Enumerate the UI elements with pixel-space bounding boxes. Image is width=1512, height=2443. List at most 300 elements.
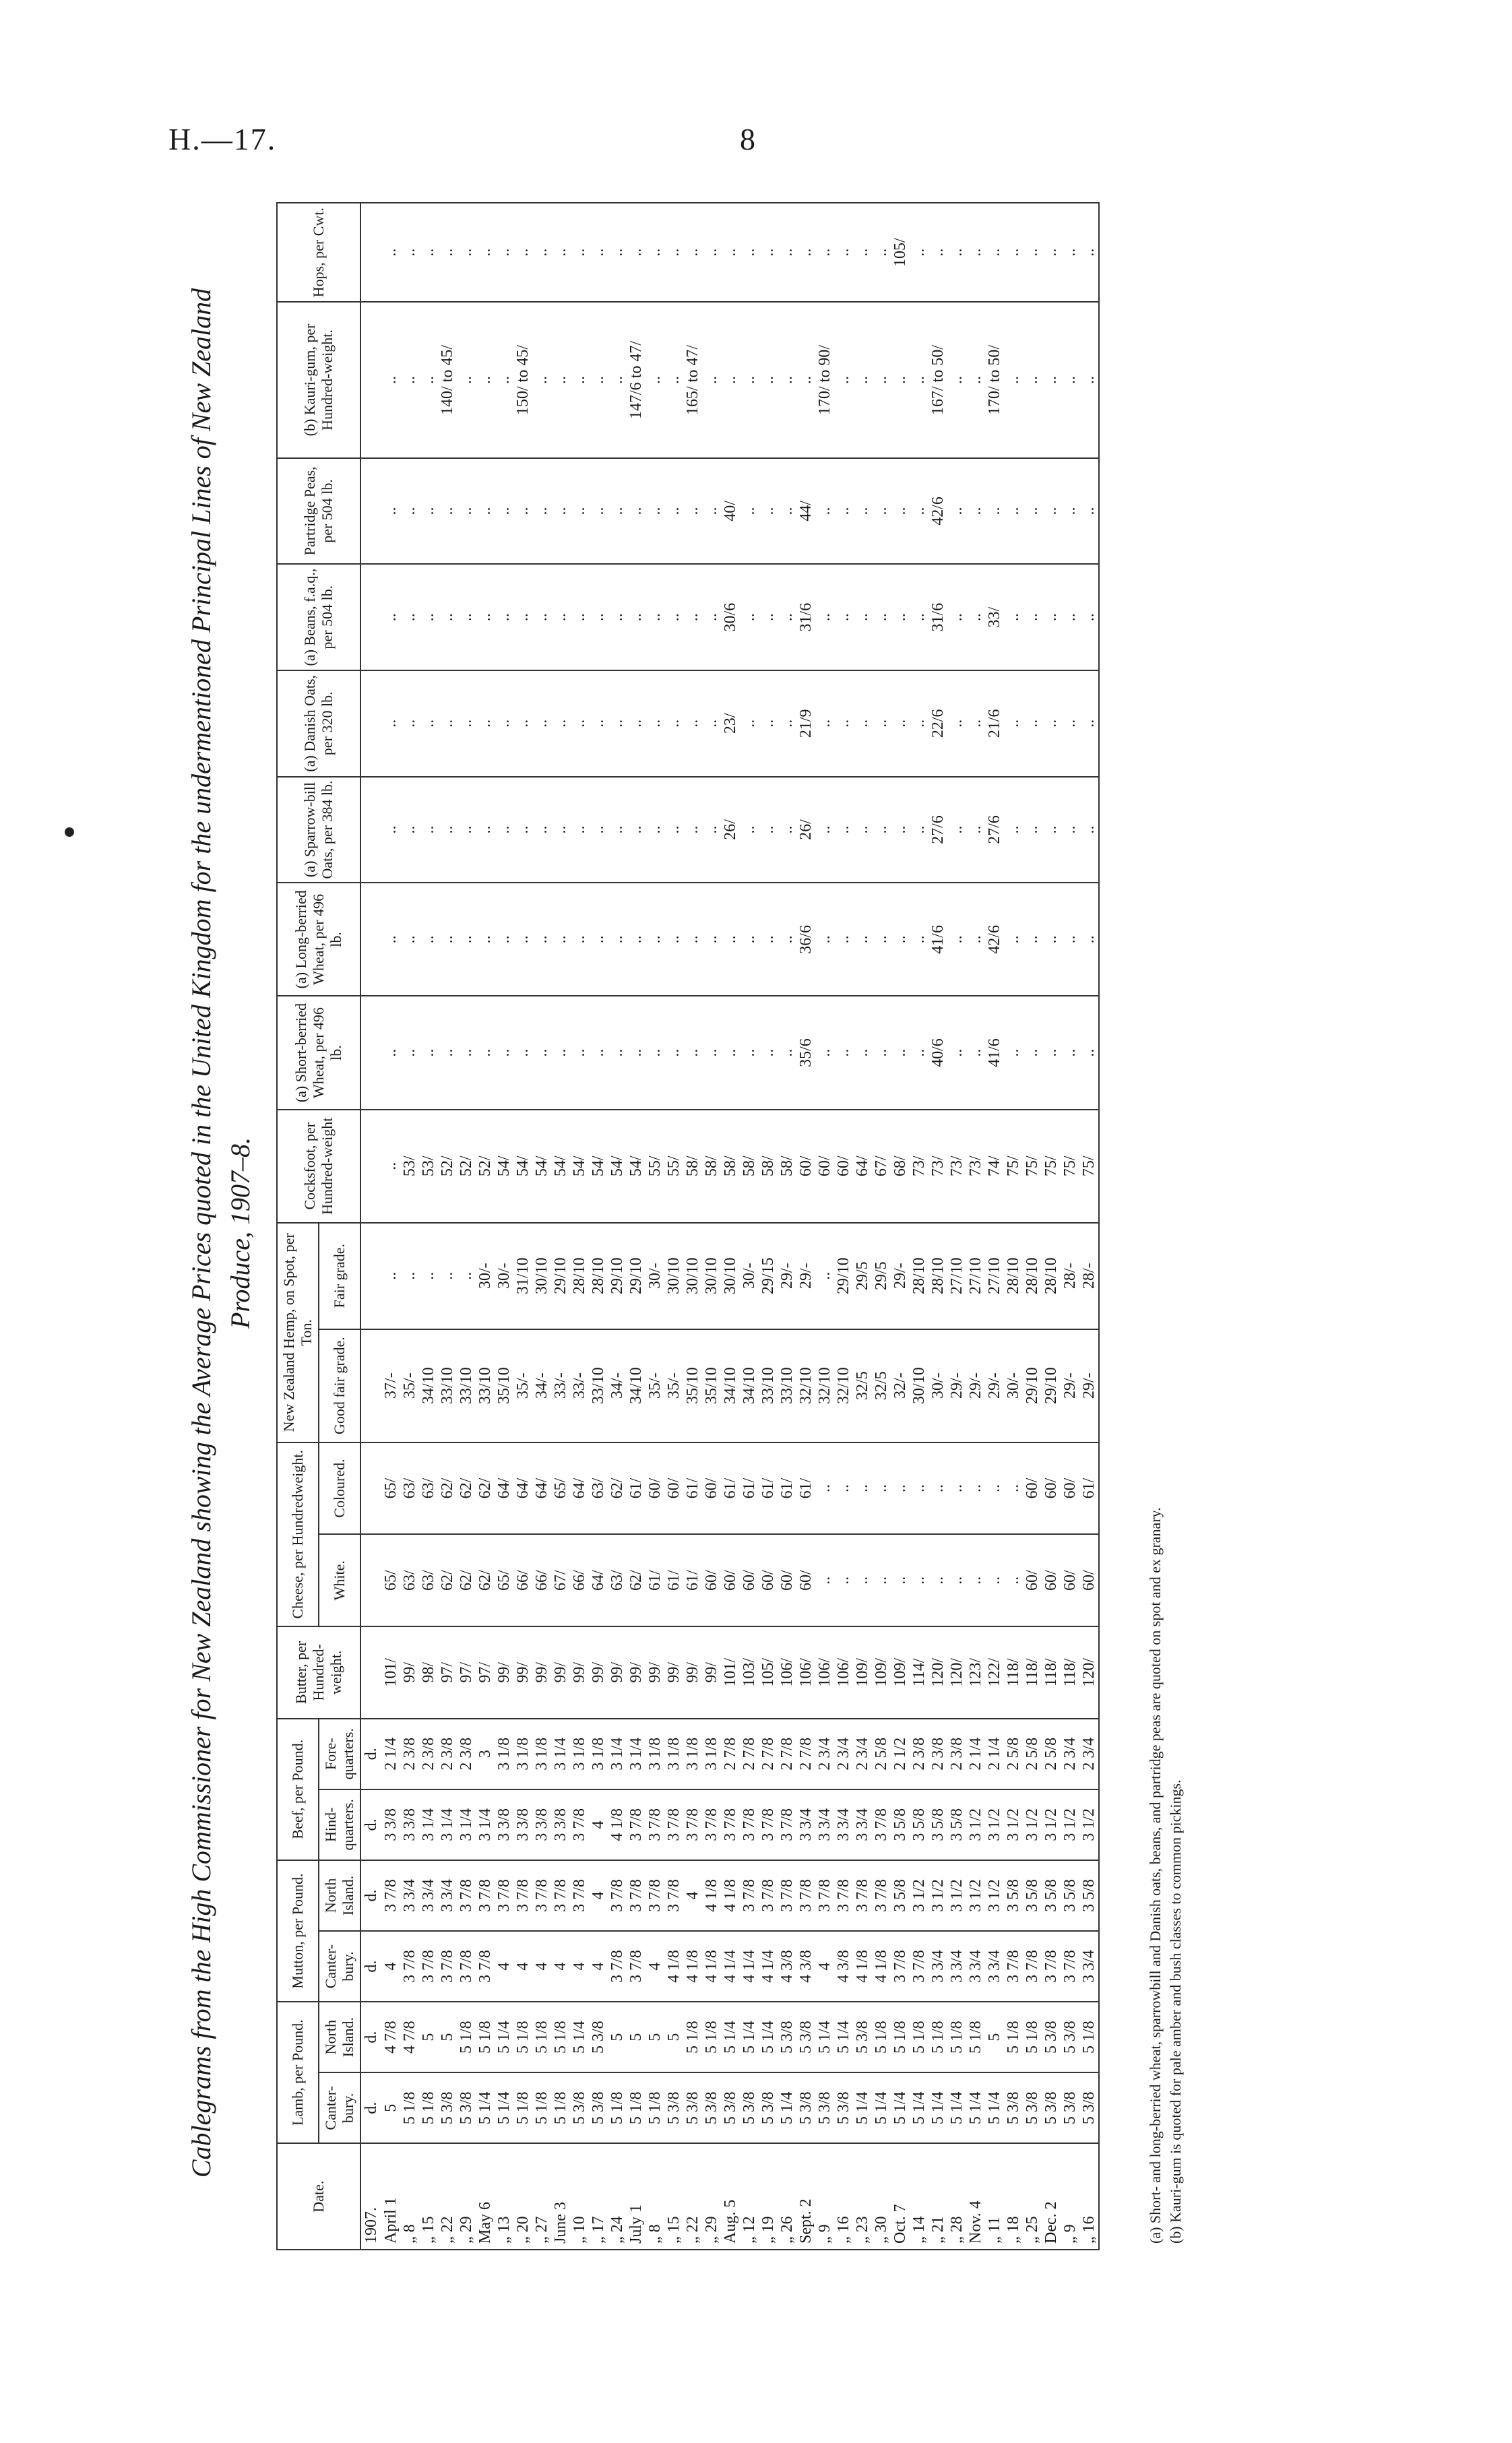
cell-bf: 2 1/2 [891,1719,910,1789]
cell-mn: 4 1/8 [702,1860,721,1931]
cell-hg: 34/- [532,1329,551,1442]
cell-sw: .. [872,996,891,1109]
cell-bu: 106/ [815,1626,834,1719]
cell-lw: .. [532,883,551,996]
cell-ln: 5 3/8 [589,2002,608,2072]
table-row [834,203,853,2250]
cell-ho: .. [721,203,740,302]
cell-lc: 5 1/4 [872,2072,891,2143]
cell-lw: .. [778,883,796,996]
cell-cc: .. [947,1442,966,1535]
header-long-wheat: (a) Long-berried Wheat, per 496 lb. [277,883,360,996]
cell-cc: 64/ [495,1442,513,1535]
cell-cw: .. [947,1534,966,1626]
cell-ka: .. [608,302,627,457]
cell-sw: .. [891,996,910,1109]
cell-be: .. [947,564,966,670]
cell-mc: 3 7/8 [438,1931,457,2002]
cell-mn: 3 5/8 [1004,1860,1023,1931]
cell-cw: 64/ [589,1534,608,1626]
cell-hf: 28/- [1079,1223,1099,1329]
cell-pe: .. [778,458,796,565]
cell-ka: .. [796,302,815,457]
cell-do: .. [683,670,702,777]
cell-pe: .. [853,458,872,565]
cell-bh: 3 3/8 [495,1789,513,1860]
cell-do: .. [419,670,438,777]
cell-pe: 40/ [721,458,740,565]
price-table [276,202,1100,2250]
cell-ck: 58/ [759,1110,778,1223]
cell-cc: .. [891,1442,910,1535]
subheader-mutton-north-island: North Island. [319,1860,360,1931]
cell-mc: 3 3/4 [985,1931,1004,2002]
cell-bh: 3 7/8 [778,1789,796,1860]
cell-ka: .. [947,302,966,457]
cell-pe: .. [834,458,853,565]
cell-date: Sept. 2 [796,2143,815,2250]
cell-pe: .. [664,458,683,565]
cell-ln: 5 [419,2002,438,2072]
cell-sw: .. [683,996,702,1109]
cell-bu: 103/ [740,1626,759,1719]
cell-hf: 29/- [796,1223,815,1329]
cell-lw: .. [664,883,683,996]
cell-cc: 63/ [419,1442,438,1535]
header-peas: Partridge Peas, per 504 lb. [277,458,360,565]
cell-do: .. [570,670,589,777]
cell-mc: 4 1/8 [683,1931,702,2002]
subheader-cheese-white: White. [319,1534,360,1626]
cell-bu: 99/ [495,1626,513,1719]
table-row [910,203,928,2250]
cell-ho: .. [627,203,645,302]
cell-ck: 75/ [1042,1110,1061,1223]
cell-hg: 34/- [608,1329,627,1442]
unit-cell: d. [360,1719,381,1789]
cell-lc: 5 1/4 [891,2072,910,2143]
cell-ho: .. [551,203,570,302]
cell-mc: 4 [532,1931,551,2002]
cell-bh: 3 1/4 [438,1789,457,1860]
cell-ka: .. [759,302,778,457]
cell-cc: .. [1004,1442,1023,1535]
cell-hf: 28/10 [928,1223,947,1329]
cell-do: .. [1079,670,1099,777]
cell-bh: 3 1/2 [985,1789,1004,1860]
cell-lc: 5 3/8 [1061,2072,1079,2143]
cell-ka: 167/ to 50/ [928,302,947,457]
header-lamb: Lamb, per Pound. [277,2002,319,2143]
cell-bf: 2 1/4 [985,1719,1004,1789]
cell-ka: 170/ to 50/ [985,302,1004,457]
cell-do: 23/ [721,670,740,777]
cell-bf: 3 1/4 [551,1719,570,1789]
cell-so: .. [853,777,872,883]
cell-ka: 150/ to 45/ [513,302,532,457]
cell-bf: 3 1/8 [589,1719,608,1789]
cell-cc: 60/ [1023,1442,1042,1535]
cell-mc: 4 [513,1931,532,2002]
cell-lc: 5 3/8 [570,2072,589,2143]
cell-lc: 5 1/4 [928,2072,947,2143]
cell-pe: .. [1061,458,1079,565]
cell-ck: 54/ [513,1110,532,1223]
cell-so: .. [419,777,438,883]
cell-pe: .. [1004,458,1023,565]
cell-ln: 5 1/8 [702,2002,721,2072]
subheader-hemp-fair: Fair grade. [319,1223,360,1329]
cell-mc: 3 7/8 [910,1931,928,2002]
cell-ho: .. [683,203,702,302]
cell-ck: 60/ [834,1110,853,1223]
cell-ck: 74/ [985,1110,1004,1223]
cell-mn: 3 7/8 [551,1860,570,1931]
cell-ck: 54/ [570,1110,589,1223]
cell-date: Dec. 2 [1042,2143,1061,2250]
header-sparrow-oats: (a) Sparrow-bill Oats, per 384 lb. [277,777,360,883]
cell-ka: .. [476,302,495,457]
cell-lc: 5 3/8 [1042,2072,1061,2143]
cell-mc: 3 3/4 [947,1931,966,2002]
table-row [589,203,608,2250]
footnotes [1145,1507,1186,2244]
cell-date: „ 16 [1079,2143,1099,2250]
cell-bh: 3 7/8 [570,1789,589,1860]
cell-lw: .. [740,883,759,996]
cell-date: „ 10 [570,2143,589,2250]
cell-be: .. [645,564,664,670]
cell-bf: 2 3/4 [815,1719,834,1789]
table-row [928,203,947,2250]
cell-ln: 5 1/8 [683,2002,702,2072]
cell-lc: 5 3/8 [759,2072,778,2143]
year-row [360,203,381,2250]
cell-bu: 99/ [589,1626,608,1719]
cell-be: .. [513,564,532,670]
footnote-a: (a) Short- and long-berried wheat, sparrowbill and Danish oats, beans, and partridge peas are quoted on spot and ex granary. [1147,1507,1164,2244]
cell-date: „ 12 [740,2143,759,2250]
cell-ln: 5 1/8 [947,2002,966,2072]
cell-hf: .. [400,1223,419,1329]
cell-do: .. [947,670,966,777]
cell-so: .. [966,777,985,883]
cell-mn: 3 7/8 [513,1860,532,1931]
cell-hg: 34/10 [419,1329,438,1442]
cell-bu: 106/ [778,1626,796,1719]
cell-ln: 5 [608,2002,627,2072]
cell-ln: 5 1/4 [815,2002,834,2072]
cell-date: „ 22 [438,2143,457,2250]
unit-cell: d. [360,1931,381,2002]
cell-pe: .. [457,458,476,565]
cell-bf: 2 3/8 [947,1719,966,1789]
cell-mn: 3 5/8 [1023,1860,1042,1931]
cell-do: .. [589,670,608,777]
cell-ck: 75/ [1061,1110,1079,1223]
cell-bh: 3 3/4 [796,1789,815,1860]
table-row [1004,203,1023,2250]
cell-so: .. [495,777,513,883]
cell-cw: .. [815,1534,834,1626]
cell-sw: .. [815,996,834,1109]
cell-ho: .. [381,203,400,302]
cell-ka: .. [702,302,721,457]
cell-bu: 99/ [532,1626,551,1719]
table-row [683,203,702,2250]
table-row [513,203,532,2250]
cell-cw: .. [1004,1534,1023,1626]
cell-ho: .. [589,203,608,302]
cell-mc: 3 7/8 [891,1931,910,2002]
cell-bh: 3 3/4 [853,1789,872,1860]
cell-mc: 4 [815,1931,834,2002]
cell-lc: 5 3/8 [1004,2072,1023,2143]
cell-ka: 165/ to 47/ [683,302,702,457]
cell-lc: 5 3/8 [1079,2072,1099,2143]
cell-cc: .. [985,1442,1004,1535]
cell-hg: 29/- [1079,1329,1099,1442]
table-row [966,203,985,2250]
cell-hg: 35/10 [702,1329,721,1442]
cell-cw: .. [966,1534,985,1626]
cell-bh: 3 3/4 [815,1789,834,1860]
cell-lw: .. [400,883,419,996]
cell-be: .. [740,564,759,670]
cell-cw: .. [910,1534,928,1626]
cell-ho: .. [796,203,815,302]
cell-hf: 29/5 [853,1223,872,1329]
cell-pe: .. [815,458,834,565]
cell-hg: 29/- [985,1329,1004,1442]
cell-ln: 5 1/8 [476,2002,495,2072]
cell-ln: 5 1/8 [532,2002,551,2072]
page-number: 8 [740,122,755,156]
table-title: Cablegrams from the High Commissioner for New Zealand showing the Average Prices quoted in the United Kingdom for the undermentioned Principal Lines of New Zealand Produce, 1907–8. [186,288,255,2178]
cell-hg: 35/- [645,1329,664,1442]
cell-so: .. [570,777,589,883]
cell-cc: 60/ [1042,1442,1061,1535]
cell-ck: 75/ [1004,1110,1023,1223]
cell-ka: .. [400,302,419,457]
cell-ka: .. [834,302,853,457]
cell-mc: 4 1/8 [664,1931,683,2002]
cell-so: .. [627,777,645,883]
cell-so: .. [645,777,664,883]
cell-so: .. [1079,777,1099,883]
cell-ln: 5 3/8 [1061,2002,1079,2072]
cell-mn: 3 7/8 [853,1860,872,1931]
cell-be: .. [891,564,910,670]
cell-hg: 33/10 [778,1329,796,1442]
cell-lw: .. [645,883,664,996]
cell-bu: 99/ [683,1626,702,1719]
cell-hg: 29/10 [1023,1329,1042,1442]
cell-ho: .. [947,203,966,302]
cell-cc: 61/ [778,1442,796,1535]
cell-bu: 99/ [645,1626,664,1719]
table-row [438,203,457,2250]
header-mutton: Mutton, per Pound. [277,1860,319,2002]
cell-mc: 4 3/8 [778,1931,796,2002]
cell-hg: 30/10 [910,1329,928,1442]
cell-bh: 3 5/8 [910,1789,928,1860]
cell-ho: .. [1004,203,1023,302]
cell-bh: 3 7/8 [627,1789,645,1860]
cell-do: .. [834,670,853,777]
cell-so: 26/ [721,777,740,883]
cell-so: .. [532,777,551,883]
cell-bf: 2 7/8 [759,1719,778,1789]
cell-ho: .. [608,203,627,302]
cell-mc: 4 3/8 [796,1931,815,2002]
cell-ln: 5 1/8 [513,2002,532,2072]
cell-bh: 3 7/8 [702,1789,721,1860]
cell-sw: .. [910,996,928,1109]
cell-mn: 3 7/8 [645,1860,664,1931]
cell-ck: 60/ [796,1110,815,1223]
cell-lw: .. [381,883,400,996]
cell-ln: 5 1/8 [1079,2002,1099,2072]
cell-hg: 30/- [928,1329,947,1442]
cell-date: Oct. 7 [891,2143,910,2250]
cell-so: .. [740,777,759,883]
cell-cc: 60/ [645,1442,664,1535]
cell-ck: 52/ [457,1110,476,1223]
header-beef: Beef, per Pound. [277,1719,319,1860]
cell-date: „ 29 [702,2143,721,2250]
cell-hf: 27/10 [947,1223,966,1329]
cell-so: .. [834,777,853,883]
cell-hg: 32/10 [834,1329,853,1442]
cell-lc: 5 3/8 [721,2072,740,2143]
cell-cw: .. [872,1534,891,1626]
cell-cw: 63/ [400,1534,419,1626]
cell-ka: .. [457,302,476,457]
cell-pe: .. [608,458,627,565]
cell-bf: 2 3/4 [1079,1719,1099,1789]
cell-mn: 3 7/8 [815,1860,834,1931]
cell-ho: .. [457,203,476,302]
table-row [1023,203,1042,2250]
cell-lc: 5 3/8 [1023,2072,1042,2143]
cell-hg: 35/- [513,1329,532,1442]
cell-cc: 65/ [381,1442,400,1535]
cell-sw: .. [1042,996,1061,1109]
cell-ln: 5 1/8 [457,2002,476,2072]
cell-cc: 61/ [759,1442,778,1535]
cell-so: .. [513,777,532,883]
cell-cc: 61/ [796,1442,815,1535]
cell-mn: 3 5/8 [891,1860,910,1931]
cell-date: „ 16 [834,2143,853,2250]
cell-ck: 75/ [1023,1110,1042,1223]
cell-ka: .. [381,302,400,457]
cell-ck: 73/ [910,1110,928,1223]
cell-lc: 5 1/4 [495,2072,513,2143]
cell-mn: 3 7/8 [532,1860,551,1931]
cell-date: „ 19 [759,2143,778,2250]
cell-sw: .. [532,996,551,1109]
subheader-beef-fore: Fore-quarters. [319,1719,360,1789]
cell-be: .. [457,564,476,670]
cell-ka: .. [645,302,664,457]
cell-lc: 5 3/8 [683,2072,702,2143]
cell-bf: 2 5/8 [1042,1719,1061,1789]
cell-date: „ 30 [872,2143,891,2250]
cell-bu: 120/ [928,1626,947,1719]
cell-sw: .. [853,996,872,1109]
cell-do: .. [513,670,532,777]
cell-bu: 99/ [664,1626,683,1719]
cell-lc: 5 1/8 [551,2072,570,2143]
cell-bu: 99/ [627,1626,645,1719]
cell-be: .. [419,564,438,670]
cell-sw: .. [551,996,570,1109]
cell-cw: 62/ [438,1534,457,1626]
cell-be: .. [1079,564,1099,670]
cell-cc: 60/ [664,1442,683,1535]
cell-do: .. [1004,670,1023,777]
cell-bh: 4 [589,1789,608,1860]
margin-dot [65,827,74,837]
cell-cc: 60/ [1061,1442,1079,1535]
subheader-beef-hind: Hind-quarters. [319,1789,360,1860]
table-row [721,203,740,2250]
cell-lw: .. [589,883,608,996]
cell-sw: .. [740,996,759,1109]
cell-pe: .. [381,458,400,565]
cell-lc: 5 3/8 [702,2072,721,2143]
cell-ck: .. [381,1110,400,1223]
cell-ka: .. [589,302,608,457]
cell-be: .. [815,564,834,670]
cell-be: .. [1042,564,1061,670]
cell-mn: 3 7/8 [495,1860,513,1931]
year-cell: 1907. [360,2143,381,2250]
cell-pe: .. [947,458,966,565]
cell-hf: .. [457,1223,476,1329]
cell-ln: 5 1/8 [1023,2002,1042,2072]
cell-ln: 5 1/8 [891,2002,910,2072]
cell-lc: 5 1/4 [910,2072,928,2143]
cell-lw: .. [910,883,928,996]
cell-bu: 99/ [400,1626,419,1719]
table-row [796,203,815,2250]
cell-ho: .. [853,203,872,302]
cell-lc: 5 3/8 [664,2072,683,2143]
cell-ln: 4 7/8 [381,2002,400,2072]
table-row [419,203,438,2250]
cell-ka: .. [1004,302,1023,457]
cell-cw: 63/ [419,1534,438,1626]
cell-do: .. [891,670,910,777]
cell-so: .. [457,777,476,883]
cell-be: .. [683,564,702,670]
cell-bf: 3 1/8 [664,1719,683,1789]
cell-ck: 75/ [1079,1110,1099,1223]
cell-bh: 3 7/8 [872,1789,891,1860]
cell-ka: .. [1079,302,1099,457]
cell-ka: .. [853,302,872,457]
cell-pe: .. [702,458,721,565]
cell-hf: 28/10 [1023,1223,1042,1329]
cell-sw: .. [1023,996,1042,1109]
cell-bh: 4 1/8 [608,1789,627,1860]
cell-bu: 98/ [419,1626,438,1719]
cell-cw: .. [891,1534,910,1626]
cell-cw: 67/ [551,1534,570,1626]
